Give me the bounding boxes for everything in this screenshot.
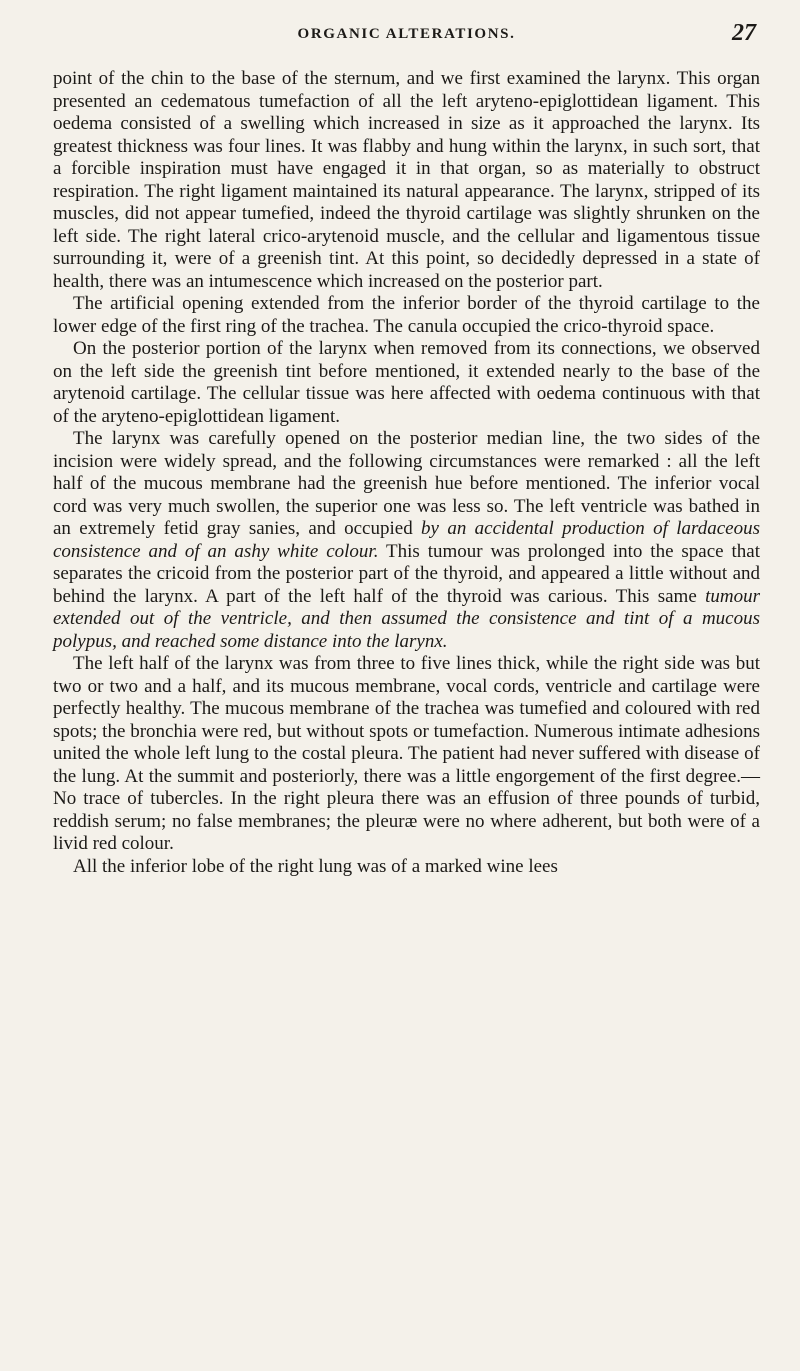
italic-text-run: by an accidental production of lardaceous consistence and of an ashy white colour.	[53, 518, 760, 562]
text-run: The artificial opening extended from the inferior border of the thyroid cartilage to the lower edge of the first ring of the trachea. The canula occupied the crico-thyroid space.	[53, 293, 760, 337]
page-number: 27	[732, 20, 756, 46]
paragraph	[53, 68, 760, 293]
paragraph	[53, 293, 760, 338]
running-title: ORGANIC ALTERATIONS.	[297, 26, 516, 42]
text-run: point of the chin to the base of the sternum, and we first examined the larynx. This organ presented an cedematous tumefaction of all the left aryteno-epiglottidean ligament. This oedema consisted of a swelling which increased in size as it approached the larynx. Its greatest thickness was four lines. It was flabby and hung within the larynx, in such sort, that a forcible inspiration must have engaged it in that organ, so as materially to obstruct respiration. The right ligament maintained its natural appearance. The larynx, stripped of its muscles, did not appear tumefied, indeed the thyroid cartilage was slightly shrunken on the left side. The right lateral crico-arytenoid muscle, and the cellular and ligamentous tissue surrounding it, were of a greenish tint. At this point, so decidedly depressed in a state of health, there was an intumescence which increased on the posterior part.	[53, 68, 760, 292]
paragraph	[53, 338, 760, 428]
italic-text-run: tumour extended out of the ventricle, and then assumed the consistence and tint of a mucous polypus, and reached some distance into the larynx.	[53, 585, 760, 652]
paragraph	[53, 856, 760, 879]
paragraph	[53, 428, 760, 653]
text-run: All the inferior lobe of the right lung was of a marked wine lees	[73, 855, 558, 877]
text-run: This tumour was prolonged into the space that separates the cricoid from the posterior part of the thyroid, and appeared a little without and behind the larynx. A part of the left half of the thyroid was carious. This same	[53, 540, 760, 607]
text-run: The left half of the larynx was from three to five lines thick, while the right side was but two or two and a half, and its mucous membrane, vocal cords, ventricle and cartilage were perfectly healthy. The mucous membrane of the trachea was tumefied and coloured with red spots; the bronchia were red, but without spots or tumefaction. Numerous intimate adhesions united the whole left lung to the costal pleura. The patient had never suffered with disease of the lung. At the summit and posteriorly, there was a little engorgement of the first degree.—No trace of tubercles. In the right pleura there was an effusion of three pounds of turbid, reddish serum; no false membranes; the pleuræ were no where adherent, but both were of a livid red colour.	[53, 653, 760, 854]
text-run: On the posterior portion of the larynx when removed from its connections, we observed on the left side the greenish tint before mentioned, it extended nearly to the base of the arytenoid cartilage. The cellular tissue was here affected with oedema continuous with that of the aryteno-epiglottidean ligament.	[53, 338, 760, 427]
body-text	[53, 68, 760, 878]
text-run: The larynx was carefully opened on the posterior median line, the two sides of the incision were widely spread, and the following circumstances were remarked : all the left half of the mucous membrane had the greenish hue before mentioned. The inferior vocal cord was very much swollen, the superior one was less so. The left ventricle was bathed in an extremely fetid gray sanies, and occupied	[53, 428, 760, 539]
running-head	[53, 14, 760, 48]
paragraph	[53, 653, 760, 856]
